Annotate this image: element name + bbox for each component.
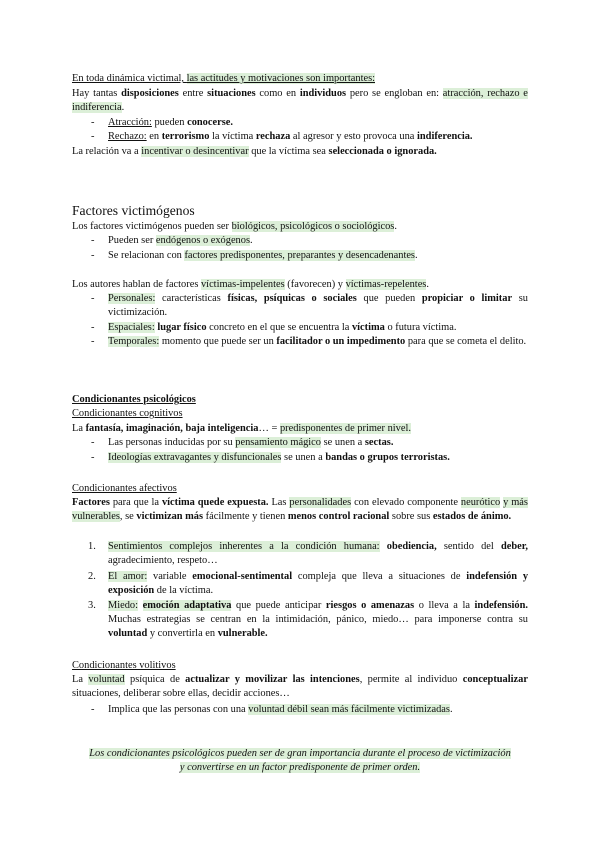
afectivos-paragraph: Factores para que la víctima quede expuesta. Las personalidades con elevado componente neurótico y más vulnerables, se victimizan más fácilmente y tienen menos control racional sobre sus estados de ánimo. <box>72 497 528 523</box>
closing-note-line-1: Los condicionantes psicológicos pueden ser de gran importancia durante el proceso de victimización <box>89 748 511 759</box>
autores-paragraph: Los autores hablan de factores víctimas-impelentes (favorecen) y víctimas-repelentes. <box>72 279 429 290</box>
factores-paragraph: Los factores victimógenos pueden ser biológicos, psicológicos o sociológicos. <box>72 221 397 232</box>
relation-paragraph: La relación va a incentivar o desincentivar que la víctima sea seleccionada o ignorada. <box>72 146 437 157</box>
section-title-condicionantes: Condicionantes psicológicos <box>72 394 196 405</box>
subtitle-afectivos: Condicionantes afectivos <box>72 483 177 494</box>
intro-paragraph: Hay tantas disposiciones entre situaciones como en individuos pero se engloban en: atracción, rechazo e indiferencia. <box>72 88 528 114</box>
volitivos-paragraph: La voluntad psíquica de actualizar y movilizar las intenciones, permite al individuo conceptualizar situaciones, deliberar sobre ellas, decidir acciones… <box>72 674 528 700</box>
intro-line: En toda dinámica victimal, las actitudes y motivaciones son importantes: <box>72 73 375 84</box>
closing-note-line-2: y convertirse en un factor predisponente de primer orden. <box>179 762 421 773</box>
subtitle-cognitivos: Condicionantes cognitivos <box>72 408 183 419</box>
document-page: En toda dinámica victimal, las actitudes y motivaciones son importantes: Hay tantas disposiciones entre situaciones como en individuos pero se engloban en: atracción, rechazo e indiferencia. - Atracción: pueden conocerse. - Rechazo: en terrorismo la víctima rechaza al agresor y esto provoca una indiferencia. La relación va a incentivar o desincentivar que la víctima sea seleccionada o ignorada. Factores victimógenos Los factores victimógenos pueden ser biológicos, psicológicos o sociológicos. - Pueden ser endógenos o exógenos. - Se relacionan con factores predisponentes, preparantes y desencadenantes. Los autores hablan de factores víctimas-impelentes (favorecen) y víctimas-repelentes. - Personales: características físicas, psíquicas o sociales que pueden propiciar o limitar su victimización. - Espaciales: lugar físico concreto en el que se encuentra la víctima o futura víctima. - Temporales: momento que puede ser un facilitador o un impedimento para que se cometa el delito. Condicionantes psicológicos Condicionantes cognitivos La fantasía, imaginación, baja inteligencia… = predisponentes de primer nivel. - Las personas inducidas por su pensamiento mágico se unen a sectas. - Ideologías extravagantes y disfuncionales se unen a bandas o grupos terroristas. Condicionantes afectivos Factores para que la víctima quede expuesta. Las personalidades con elevado componente neurótico y más vulnerables, se victimizan más fácilmente y tienen menos control racional sobre sus estados de ánimo. 1. Sentimientos complejos inherentes a la condición humana: obediencia, sentido del deber, agradecimiento, respeto… 2. El amor: variable emocional-sentimental compleja que lleva a situaciones de indefensión y exposición de la víctima. 3. Miedo: emoción adaptativa que puede anticipar riesgos o amenazas o lleva a la indefensión. Muchas estrategias se centran en la intimidación, pánico, miedo… para imponerse contra su voluntad y convertirla en vulnerable. Condicionantes volitivos La voluntad psíquica de actualizar y movilizar las intenciones, permite al individuo conceptualizar situaciones, deliberar sobre ellas, decidir acciones… - Implica que las personas con una voluntad débil sean más fácilmente victimizadas. Los condicionantes psicológicos pueden ser de gran importancia durante el proceso de victimización y convertirse en un factor predisponente de primer orden. <box>0 0 600 848</box>
subtitle-volitivos: Condicionantes volitivos <box>72 660 176 671</box>
cognitivos-paragraph: La fantasía, imaginación, baja inteligencia… = predisponentes de primer nivel. <box>72 423 411 434</box>
section-title-factores: Factores victimógenos <box>72 203 195 218</box>
